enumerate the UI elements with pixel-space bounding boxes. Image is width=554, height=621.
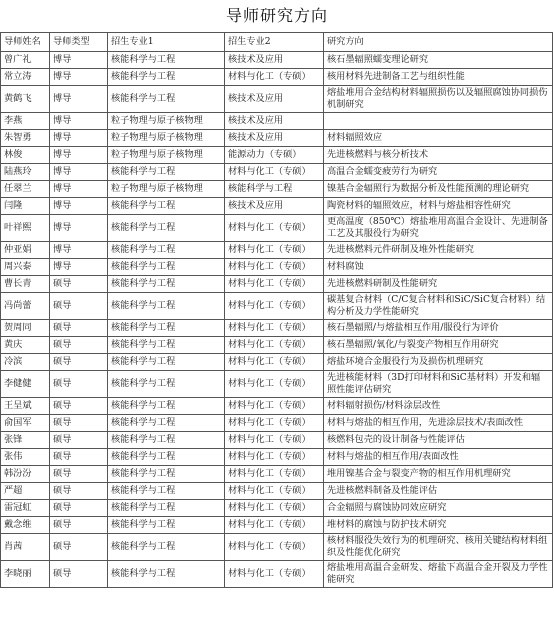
table-row [1,466,553,483]
advisor-type-cell: 硕导 [50,415,108,432]
major-1-cell: 核能科学与工程 [108,371,225,398]
advisor-name-cell: 冷滨 [1,354,50,371]
research-direction-cell: 核用材料先进制备工艺与组织性能 [324,69,553,86]
table-row [1,69,553,86]
header-major2: 招生专业2 [225,33,324,52]
table-row [1,517,553,534]
advisor-name-cell: 冯尚蕾 [1,293,50,320]
major-2-cell: 材料与化工（专硕） [225,449,324,466]
research-direction-cell: 高温合金蠕变疲劳行为研究 [324,164,553,181]
research-direction-cell: 核石墨辐照/氧化/与裂变产物相互作用研究 [324,337,553,354]
table-row [1,449,553,466]
major-2-cell: 材料与化工（专硕） [225,432,324,449]
major-1-cell: 核能科学与工程 [108,534,225,561]
research-direction-cell: 先进核燃料与核分析技术 [324,147,553,164]
major-2-cell: 核技术及应用 [225,130,324,147]
major-2-cell: 材料与化工（专硕） [225,215,324,242]
major-2-cell: 材料与化工（专硕） [225,466,324,483]
advisor-name-cell: 韩汾汾 [1,466,50,483]
table-row [1,483,553,500]
research-direction-cell: 材料与熔盐的相互作用/表面改性 [324,449,553,466]
table-row [1,215,553,242]
major-1-cell: 核能科学与工程 [108,449,225,466]
research-direction-cell: 先进核能材料（3D打印材料和SiC基材料）开发和辐照性能评估研究 [324,371,553,398]
research-direction-cell: 核燃料包壳的设计制备与性能评估 [324,432,553,449]
advisor-name-cell: 仲亚娟 [1,242,50,259]
table-body [1,52,553,588]
table-row [1,259,553,276]
research-direction-cell: 先进核燃料制备及性能评估 [324,483,553,500]
major-1-cell: 核能科学与工程 [108,164,225,181]
advisor-type-cell: 博导 [50,259,108,276]
advisor-name-cell: 闫隆 [1,198,50,215]
header-name: 导师姓名 [1,33,50,52]
advisor-type-cell: 硕导 [50,398,108,415]
major-1-cell: 核能科学与工程 [108,198,225,215]
advisor-name-cell: 王呈斌 [1,398,50,415]
table-row [1,534,553,561]
research-direction-cell: 材料与熔盐的相互作用，先进涂层技术/表面改性 [324,415,553,432]
table-row [1,181,553,198]
advisor-type-cell: 博导 [50,181,108,198]
table-row [1,432,553,449]
research-direction-cell: 核材料服役失效行为的机理研究、核用关键结构材料组织及性能优化研究 [324,534,553,561]
major-2-cell: 材料与化工（专硕） [225,293,324,320]
major-2-cell: 材料与化工（专硕） [225,354,324,371]
advisor-type-cell: 博导 [50,52,108,69]
table-row [1,198,553,215]
advisor-type-cell: 博导 [50,130,108,147]
research-direction-cell: 先进核燃料元件研制及堆外性能研究 [324,242,553,259]
advisor-type-cell: 硕导 [50,354,108,371]
advisor-type-cell: 硕导 [50,432,108,449]
research-direction-cell: 材料辐照效应 [324,130,553,147]
major-1-cell: 粒子物理与原子核物理 [108,130,225,147]
major-1-cell: 粒子物理与原子核物理 [108,147,225,164]
research-direction-cell: 更高温度（850℃）熔盐堆用高温合金设计、先进制备工艺及其服役行为研究 [324,215,553,242]
major-1-cell: 核能科学与工程 [108,242,225,259]
major-2-cell: 核技术及应用 [225,86,324,113]
major-1-cell: 核能科学与工程 [108,69,225,86]
research-direction-cell: 堆材料的腐蚀与防护技术研究 [324,517,553,534]
advisor-type-cell: 硕导 [50,320,108,337]
research-direction-cell: 先进核燃料研制及性能研究 [324,276,553,293]
advisor-name-cell: 肖茜 [1,534,50,561]
advisor-name-cell: 任翠兰 [1,181,50,198]
advisor-name-cell: 张伟 [1,449,50,466]
advisor-name-cell: 李晓丽 [1,561,50,588]
research-direction-cell: 材料腐蚀 [324,259,553,276]
advisor-type-cell: 硕导 [50,276,108,293]
advisor-type-cell: 博导 [50,198,108,215]
advisor-type-cell: 硕导 [50,466,108,483]
advisor-name-cell: 林俊 [1,147,50,164]
header-direction: 研究方向 [324,33,553,52]
major-2-cell: 材料与化工（专硕） [225,483,324,500]
advisor-type-cell: 博导 [50,164,108,181]
advisor-table [0,32,553,588]
advisor-name-cell: 严超 [1,483,50,500]
table-row [1,164,553,181]
research-direction-cell: 熔盐堆用合金结构材料辐照损伤以及辐照腐蚀协同损伤机制研究 [324,86,553,113]
major-1-cell: 核能科学与工程 [108,52,225,69]
advisor-type-cell: 博导 [50,113,108,130]
major-1-cell: 核能科学与工程 [108,517,225,534]
major-2-cell: 核技术及应用 [225,198,324,215]
major-2-cell: 核能科学与工程 [225,181,324,198]
advisor-name-cell: 李燕 [1,113,50,130]
major-2-cell: 能源动力（专硕） [225,147,324,164]
table-row [1,398,553,415]
major-2-cell: 材料与化工（专硕） [225,276,324,293]
major-2-cell: 材料与化工（专硕） [225,242,324,259]
advisor-name-cell: 张锋 [1,432,50,449]
major-1-cell: 核能科学与工程 [108,354,225,371]
table-row [1,242,553,259]
research-direction-cell: 合金辐照与腐蚀协同效应研究 [324,500,553,517]
major-1-cell: 核能科学与工程 [108,500,225,517]
advisor-type-cell: 硕导 [50,449,108,466]
table-row [1,371,553,398]
major-1-cell: 核能科学与工程 [108,483,225,500]
advisor-name-cell: 曾广礼 [1,52,50,69]
advisor-type-cell: 硕导 [50,517,108,534]
major-2-cell: 材料与化工（专硕） [225,259,324,276]
table-row [1,147,553,164]
research-direction-cell: 核石墨辐照蠕变理论研究 [324,52,553,69]
table-row [1,561,553,588]
major-1-cell: 粒子物理与原子核物理 [108,181,225,198]
table-row [1,320,553,337]
research-direction-cell: 材料辐射损伤/材料涂层改性 [324,398,553,415]
advisor-name-cell: 黄鹤飞 [1,86,50,113]
major-1-cell: 核能科学与工程 [108,337,225,354]
table-row [1,52,553,69]
advisor-type-cell: 博导 [50,147,108,164]
research-direction-cell: 镍基合金辐照行为数据分析及性能预测的理论研究 [324,181,553,198]
table-row [1,293,553,320]
research-direction-cell: 核石墨辐照/与熔盐相互作用/服役行为评价 [324,320,553,337]
advisor-name-cell: 黄庆 [1,337,50,354]
advisor-name-cell: 朱智勇 [1,130,50,147]
major-1-cell: 核能科学与工程 [108,432,225,449]
advisor-name-cell: 戴念维 [1,517,50,534]
advisor-name-cell: 贺周同 [1,320,50,337]
advisor-type-cell: 硕导 [50,337,108,354]
major-1-cell: 粒子物理与原子核物理 [108,113,225,130]
research-direction-cell [324,113,553,130]
table-row [1,354,553,371]
advisor-type-cell: 硕导 [50,371,108,398]
advisor-type-cell: 硕导 [50,534,108,561]
major-2-cell: 材料与化工（专硕） [225,164,324,181]
major-2-cell: 核技术及应用 [225,113,324,130]
table-row [1,415,553,432]
major-2-cell: 材料与化工（专硕） [225,337,324,354]
advisor-name-cell: 曹长青 [1,276,50,293]
table-row [1,113,553,130]
advisor-type-cell: 博导 [50,242,108,259]
major-1-cell: 核能科学与工程 [108,259,225,276]
table-header-row [1,33,553,52]
advisor-name-cell: 李健健 [1,371,50,398]
table-row [1,276,553,293]
research-direction-cell: 堆用镍基合金与裂变产物的相互作用机理研究 [324,466,553,483]
major-2-cell: 材料与化工（专硕） [225,415,324,432]
advisor-type-cell: 硕导 [50,293,108,320]
major-1-cell: 核能科学与工程 [108,276,225,293]
advisor-name-cell: 雷冠虹 [1,500,50,517]
advisor-type-cell: 硕导 [50,500,108,517]
major-1-cell: 核能科学与工程 [108,415,225,432]
advisor-name-cell: 叶祥熙 [1,215,50,242]
table-row [1,500,553,517]
advisor-name-cell: 俞国军 [1,415,50,432]
major-1-cell: 核能科学与工程 [108,561,225,588]
advisor-name-cell: 陆燕玲 [1,164,50,181]
research-direction-cell: 熔盐环境合金服役行为及损伤机理研究 [324,354,553,371]
advisor-name-cell: 常立涛 [1,69,50,86]
major-2-cell: 材料与化工（专硕） [225,69,324,86]
table-row [1,337,553,354]
table-row [1,130,553,147]
advisor-type-cell: 博导 [50,86,108,113]
research-direction-cell: 陶瓷材料的辐照效应，材料与熔盐相容性研究 [324,198,553,215]
major-2-cell: 材料与化工（专硕） [225,561,324,588]
major-2-cell: 材料与化工（专硕） [225,500,324,517]
major-2-cell: 材料与化工（专硕） [225,320,324,337]
research-direction-cell: 碳基复合材料（C/C复合材料和SiC/SiC复合材料）结构分析及力学性能研究 [324,293,553,320]
advisor-type-cell: 博导 [50,215,108,242]
major-2-cell: 材料与化工（专硕） [225,534,324,561]
header-major1: 招生专业1 [108,33,225,52]
major-1-cell: 核能科学与工程 [108,466,225,483]
header-type: 导师类型 [50,33,108,52]
major-1-cell: 核能科学与工程 [108,398,225,415]
page-title: 导师研究方向 [225,6,328,25]
major-1-cell: 核能科学与工程 [108,320,225,337]
advisor-type-cell: 硕导 [50,561,108,588]
major-1-cell: 核能科学与工程 [108,86,225,113]
major-2-cell: 材料与化工（专硕） [225,398,324,415]
major-1-cell: 核能科学与工程 [108,215,225,242]
major-2-cell: 材料与化工（专硕） [225,517,324,534]
major-1-cell: 核能科学与工程 [108,293,225,320]
advisor-type-cell: 硕导 [50,483,108,500]
advisor-type-cell: 博导 [50,69,108,86]
major-2-cell: 核技术及应用 [225,52,324,69]
major-2-cell: 材料与化工（专硕） [225,371,324,398]
table-row [1,86,553,113]
advisor-name-cell: 周兴泰 [1,259,50,276]
research-direction-cell: 熔盐堆用高温合金研发、熔盐下高温合金开裂及力学性能研究 [324,561,553,588]
